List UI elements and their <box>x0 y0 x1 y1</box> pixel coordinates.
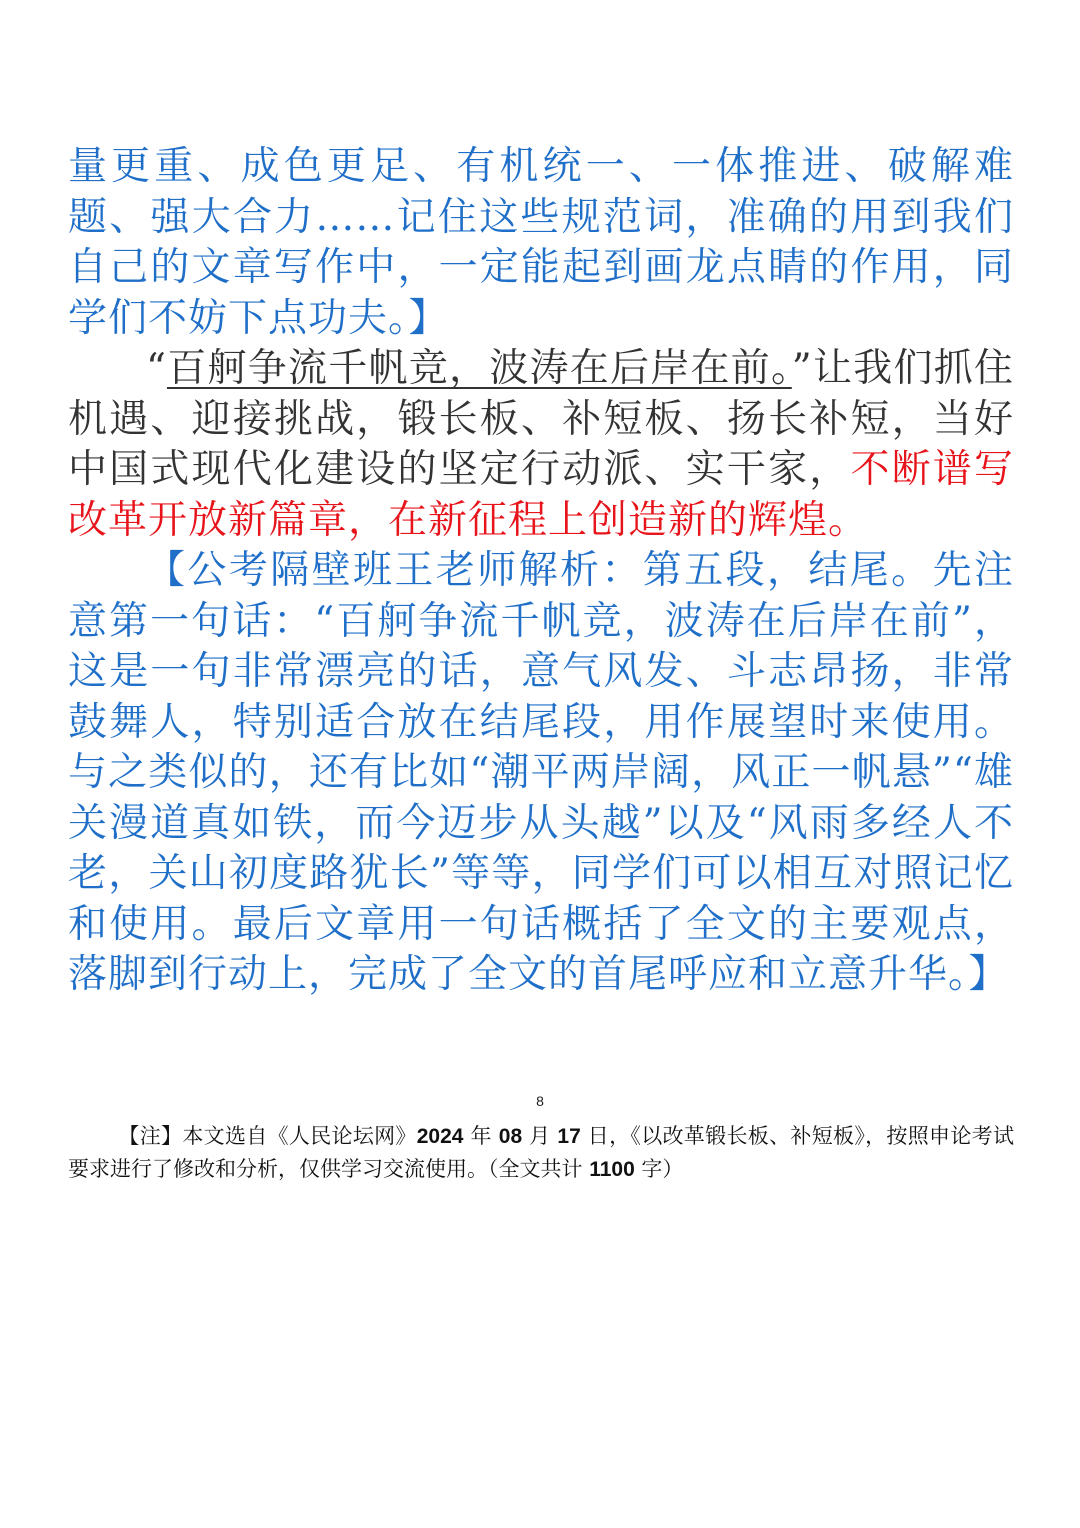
footnote-part2: 年 <box>463 1124 499 1148</box>
footnote-count: 1100 <box>589 1158 635 1181</box>
open-quote: “ <box>146 346 167 391</box>
footnote-month: 08 <box>498 1125 523 1148</box>
footnote-day: 17 <box>557 1125 581 1148</box>
footnote-part5: 字） <box>634 1157 684 1181</box>
highlighted-red-text: 不断谱写改革开放新篇章，在新征程上创造新的辉煌。 <box>68 447 1014 543</box>
footnote-part4: 日，《以改革锻长板、补短板》，按照申论考试要求进行了修改和分析，仅供学习交流使用。（全文共计 <box>68 1124 1014 1181</box>
analysis-paragraph: 【公考隔壁班王老师解析：第五段，结尾。先注意第一句话：“百舸争流千帆竞，波涛在后岸在前”，这是一句非常漂亮的话，意气风发、斗志昂扬，非常鼓舞人，特别适合放在结尾段，用作展望时来使用。与之类似的，还有比如“潮平两岸阔，风正一帆悬”“雄关漫道真如铁，而今迈步从头越”以及“风雨多经人不老，关山初度路犹长”等等，同学们可以相互对照记忆和使用。最后文章用一句话概括了全文的主要观点，落脚到行动上，完成了全文的首尾呼应和立意升华。】 <box>68 548 1014 997</box>
concluding-paragraph <box>68 344 1014 546</box>
page-number: 8 <box>536 1093 544 1109</box>
footnote-part1: 【注】本文选自《人民论坛网》 <box>118 1124 417 1148</box>
footnote <box>68 1120 1014 1186</box>
concluding-main-text: ”让我们抓住机遇、迎接挑战，锻长板、补短板、扬长补短，当好中国式现代化建设的坚定行动派、实干家， <box>68 346 1014 492</box>
analysis-paragraph-continued: 量更重、成色更足、有机统一、一体推进、破解难题、强大合力……记住这些规范词，准确的用到我们自己的文章写作中，一定能起到画龙点睛的作用，同学们不妨下点功夫。】 <box>68 144 1014 341</box>
article-body <box>68 142 1014 1001</box>
footnote-part3: 月 <box>522 1124 558 1148</box>
footnote-text <box>68 1120 1014 1186</box>
footnote-year: 2024 <box>416 1125 464 1148</box>
underlined-quote: 百舸争流千帆竞，波涛在后岸在前。 <box>166 346 792 391</box>
